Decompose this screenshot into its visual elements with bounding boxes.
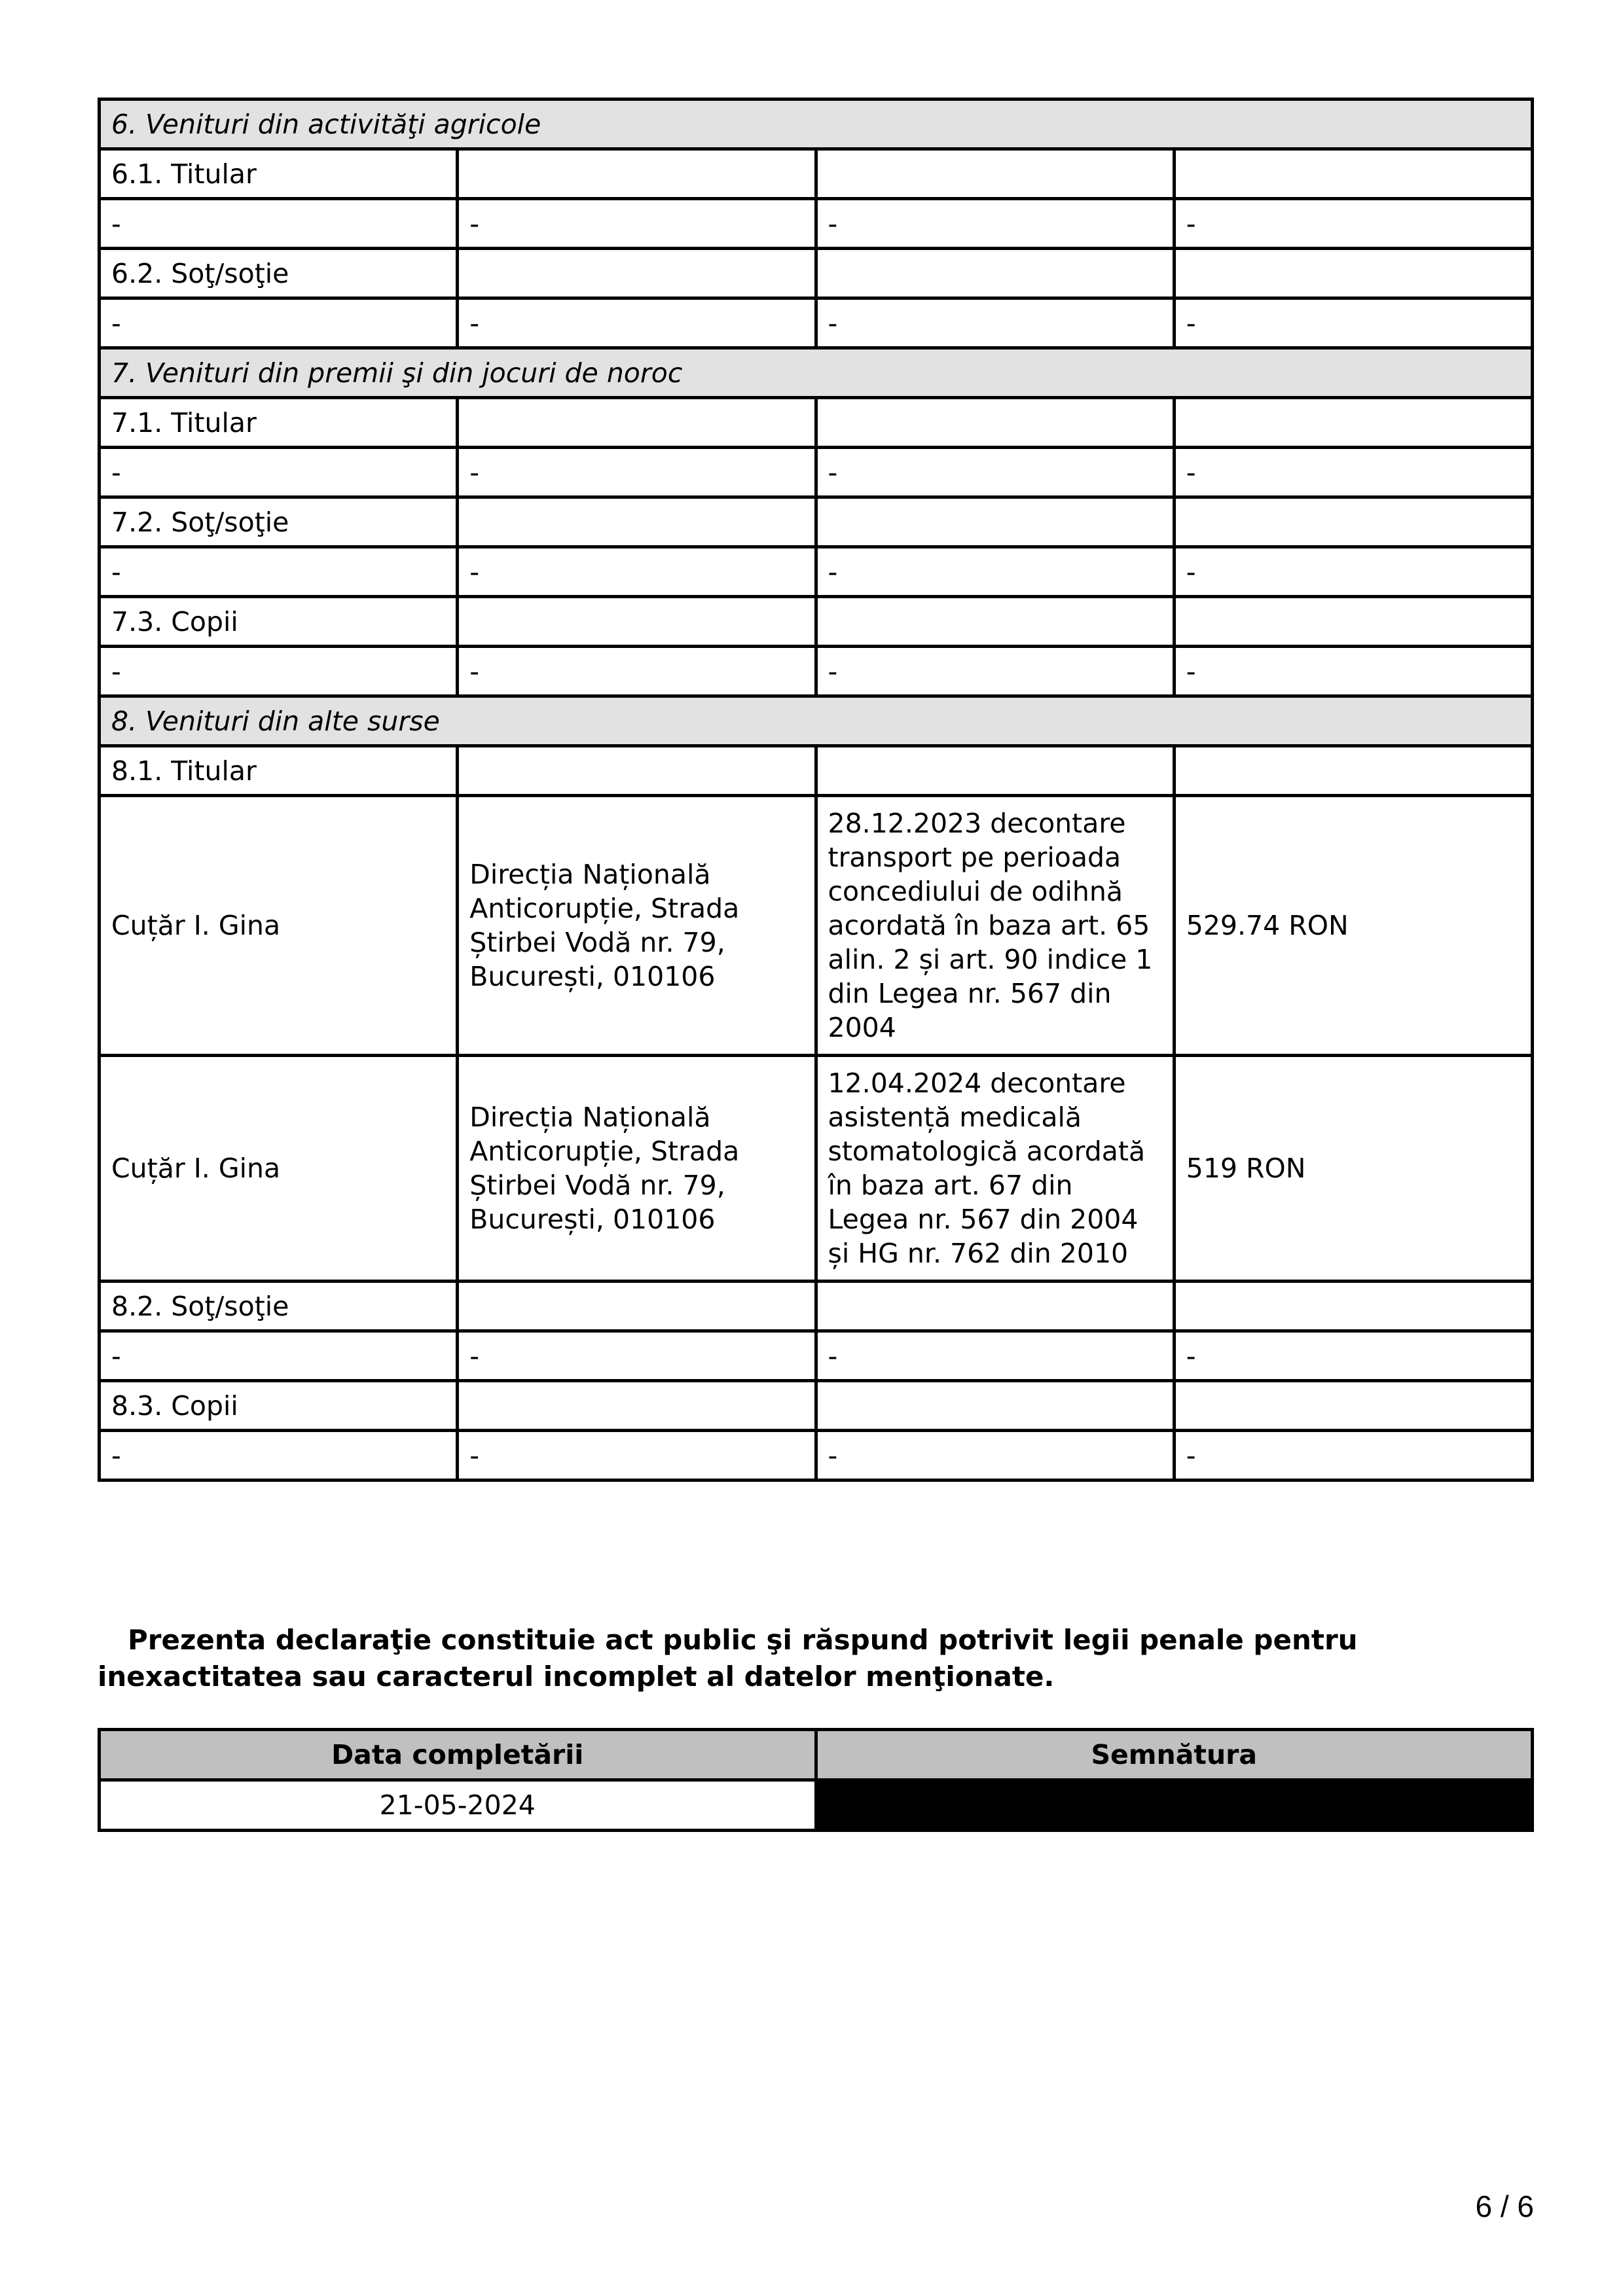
subsection-row [100,746,1533,796]
dash-cell: - [458,1431,816,1480]
source-cell: Direcția Națională Anticorupție, Strada Știrbei Vodă nr. 79, București, 010106 [458,796,816,1056]
income-entry-row [100,796,1533,1056]
dash-cell: - [458,547,816,597]
subsection-row [100,1381,1533,1431]
subsection-row [100,1282,1533,1331]
service-cell: 28.12.2023 decontare transport pe perioada concediului de odihnă acordată în baza art. 65 alin. 2 și art. 90 indice 1 din Legea nr. 567 din 2004 [816,796,1174,1056]
subsection-label: 7.2. Soţ/soţie [100,497,458,547]
dash-cell: - [100,448,458,497]
income-entry-row [100,1056,1533,1282]
dash-cell: - [1174,199,1532,249]
dash-cell: - [816,1331,1174,1381]
amount-cell: 529.74 RON [1174,796,1532,1056]
dash-cell: - [458,298,816,348]
dash-cell: - [458,199,816,249]
empty-entry-row [100,1431,1533,1480]
dash-cell: - [100,298,458,348]
empty-entry-row [100,547,1533,597]
subsection-row [100,149,1533,199]
dash-cell: - [816,448,1174,497]
dash-cell: - [816,199,1174,249]
section-header-row [100,348,1533,398]
dash-cell: - [100,547,458,597]
page-number: 6 / 6 [1475,2189,1534,2223]
amount-cell: 519 RON [1174,1056,1532,1282]
section-header-row [100,696,1533,746]
subsection-label: 7.1. Titular [100,398,458,448]
income-table [98,98,1534,1482]
source-cell: Direcția Națională Anticorupție, Strada Știrbei Vodă nr. 79, București, 010106 [458,1056,816,1282]
legal-statement-text: Prezenta declaraţie constituie act public şi răspund potrivit legii penale pentru inexactitatea sau caracterul incomplet al datelor menţionate. [98,1624,1358,1693]
signature-header: Semnătura [816,1730,1533,1780]
beneficiary-cell: Cuțăr I. Gina [100,796,458,1056]
empty-entry-row [100,199,1533,249]
dash-cell: - [1174,647,1532,696]
empty-entry-row [100,1331,1533,1381]
subsection-row [100,597,1533,647]
subsection-label: 8.1. Titular [100,746,458,796]
subsection-row [100,398,1533,448]
subsection-row [100,249,1533,298]
completion-date-header: Data completării [100,1730,816,1780]
empty-entry-row [100,647,1533,696]
subsection-label: 6.1. Titular [100,149,458,199]
dash-cell: - [816,298,1174,348]
dash-cell: - [1174,547,1532,597]
dash-cell: - [100,647,458,696]
subsection-label: 8.3. Copii [100,1381,458,1431]
dash-cell: - [1174,298,1532,348]
section-title: 7. Venituri din premii şi din jocuri de noroc [100,348,1533,398]
dash-cell: - [100,199,458,249]
signature-redacted-block [816,1780,1533,1831]
signature-table [98,1728,1534,1832]
subsection-label: 6.2. Soţ/soţie [100,249,458,298]
empty-entry-row [100,298,1533,348]
dash-cell: - [816,1431,1174,1480]
legal-statement [98,1622,1534,1695]
subsection-row [100,497,1533,547]
subsection-label: 8.2. Soţ/soţie [100,1282,458,1331]
completion-date-value: 21-05-2024 [100,1780,816,1831]
dash-cell: - [816,547,1174,597]
dash-cell: - [458,1331,816,1381]
section-header-row [100,99,1533,149]
beneficiary-cell: Cuțăr I. Gina [100,1056,458,1282]
dash-cell: - [816,647,1174,696]
dash-cell: - [458,448,816,497]
subsection-label: 7.3. Copii [100,597,458,647]
service-cell: 12.04.2024 decontare asistență medicală stomatologică acordată în baza art. 67 din Legea nr. 567 din 2004 și HG nr. 762 din 2010 [816,1056,1174,1282]
dash-cell: - [100,1431,458,1480]
section-title: 8. Venituri din alte surse [100,696,1533,746]
dash-cell: - [1174,1331,1532,1381]
dash-cell: - [1174,1431,1532,1480]
dash-cell: - [100,1331,458,1381]
dash-cell: - [1174,448,1532,497]
empty-entry-row [100,448,1533,497]
section-title: 6. Venituri din activităţi agricole [100,99,1533,149]
dash-cell: - [458,647,816,696]
